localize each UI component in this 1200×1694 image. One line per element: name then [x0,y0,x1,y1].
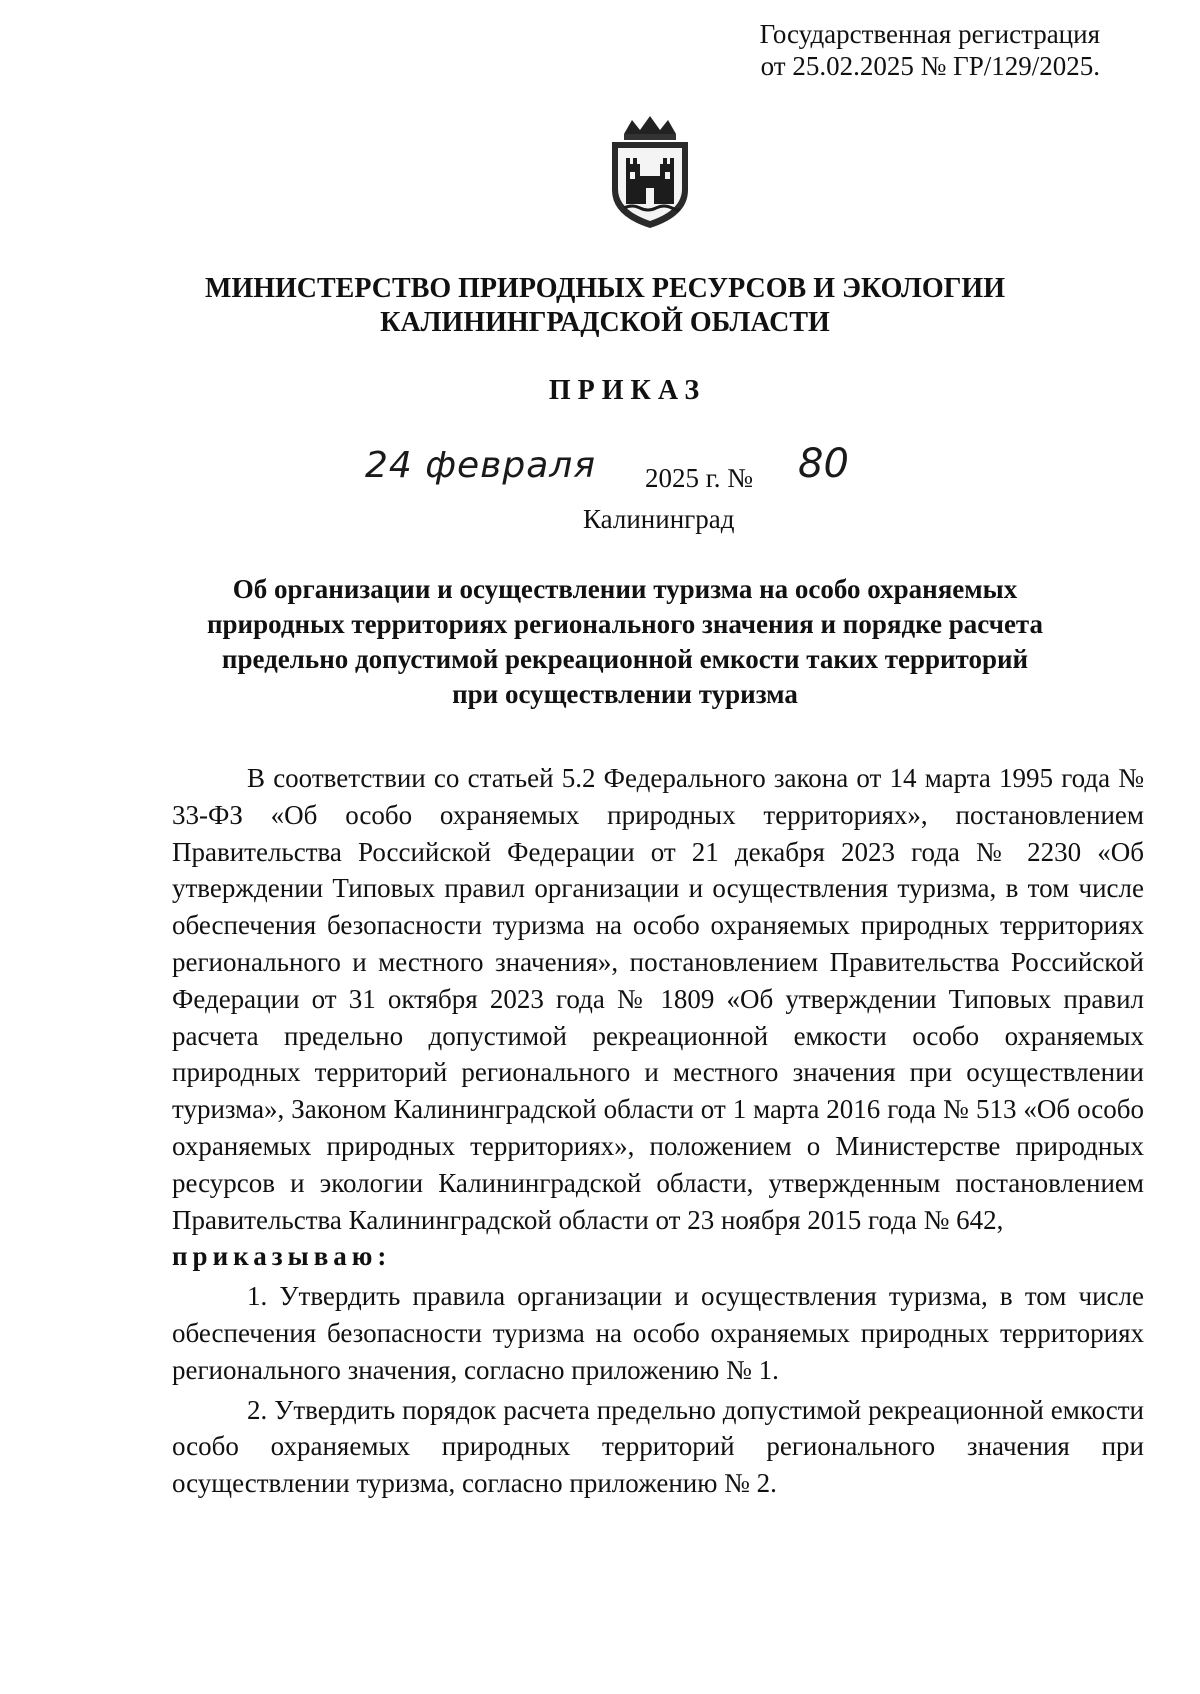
handwritten-date: 24 февраля [365,445,596,486]
order-item-2: 2. Утвердить порядок расчета предельно допустимой рекреационной емкости особо охраняемых природных территорий регионального значения при осуществлении туризма, согласно приложению № 2. [172,1394,1144,1499]
handwritten-order-number: 80 [798,441,849,487]
registration-line-2: от 25.02.2025 № ГР/129/2025. [760,51,1100,81]
order-year-number-label: 2025 г. № [645,463,754,493]
city-name: Калининград [583,504,735,534]
ministry-line-2: КАЛИНИНГРАДСКОЙ ОБЛАСТИ [380,307,830,338]
decree-word: приказываю: [172,1241,392,1272]
order-item-1: 1. Утвердить правила организации и осуществления туризма, в том числе обеспечения безопасности туризма на особо охраняемых природных территориях регионального значения, согласно приложению № 1. [172,1281,1144,1385]
preamble-paragraph: В соответствии со статьей 5.2 Федерального закона от 14 марта 1995 года № 33-ФЗ «Об особо охраняемых природных территориях», постановлением Правительства Российской Федерации от 21 декабря 2023 года № 2230 «Об утверждении Типовых правил организации и осуществления туризма, в том числе обеспечения безопасности туризма на особо охраняемых природных территориях регионального и местного значения», постановлением Правительства Российской Федерации от 31 октября 2023 года № 1809 «Об утверждении Типовых правил расчета предельно допустимой рекреационной емкости особо охраняемых природных территорий регионального и местного значения при осуществлении туризма», Законом Калининградской области от 1 марта 2016 года № 513 «Об особо охраняемых природных территориях», положением о Министерстве природных ресурсов и экологии Калининградской области, утвержденным постановлением Правительства Калининградской области от 23 ноября 2015 года № 642, [172,763,1144,1235]
state-registration-note [700,18,1100,82]
subject-line-4: при осуществлении туризма [452,679,798,709]
kaliningrad-coat-of-arms-icon [602,112,698,232]
order-subject [160,572,1090,712]
order-date-line [365,441,865,505]
order-body [172,760,1144,1502]
ministry-line-1: МИНИСТЕРСТВО ПРИРОДНЫХ РЕСУРСОВ И ЭКОЛОГИИ [205,273,1005,304]
subject-line-1: Об организации и осуществлении туризма на особо охраняемых [232,574,1018,604]
registration-line-1: Государственная регистрация [759,19,1100,49]
subject-line-2: природных территориях регионального значения и порядке расчета [206,609,1044,639]
order-title: ПРИКАЗ [548,375,707,406]
subject-line-3: предельно допустимой рекреационной емкости таких территорий [221,644,1029,674]
ministry-name [120,272,1090,340]
